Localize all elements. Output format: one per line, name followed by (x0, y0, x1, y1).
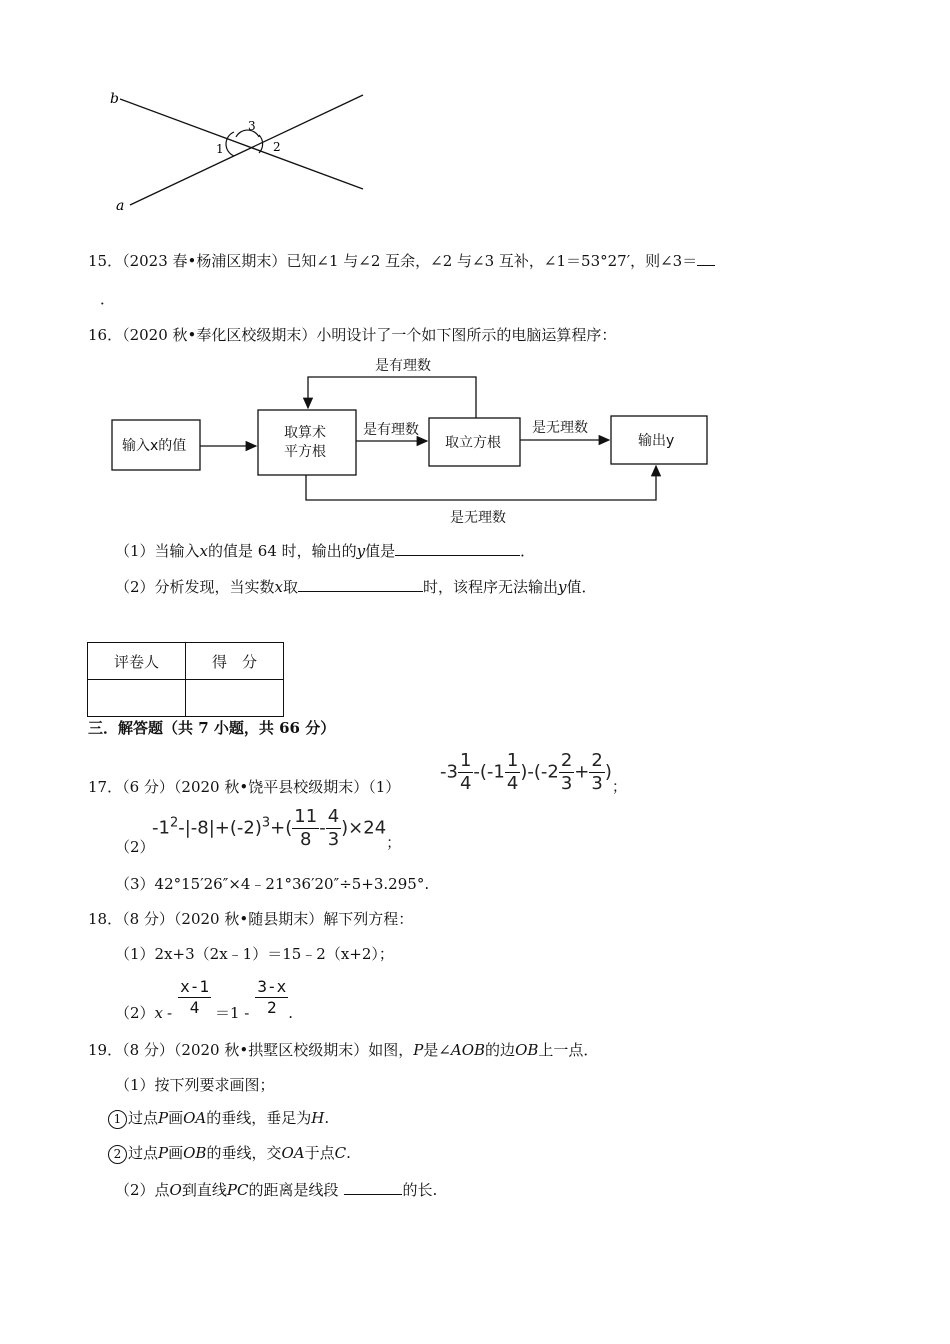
q19-step1-H: H (311, 1109, 325, 1127)
q16-sub1 (115, 540, 535, 561)
q19-step2-c: 的垂线，交 (206, 1144, 282, 1162)
q19-step2 (108, 1142, 351, 1164)
frac-d-den: 3 (591, 773, 603, 794)
q18-number: 18． (88, 910, 123, 928)
q19-step1 (108, 1107, 329, 1129)
label-b: b (110, 91, 119, 107)
sqrt-box-label-2: 平方根 (284, 444, 326, 460)
frac-4-3-den: 3 (327, 829, 340, 850)
q19-source: （2020 秋•拱墅区校级期末） (173, 1041, 369, 1059)
q16-sub1-y: y (356, 542, 366, 560)
expr2-exp1: 2 (169, 815, 179, 831)
q15-answer-blank[interactable] (697, 250, 715, 266)
expr-d-post: ) (604, 761, 612, 783)
line-a (130, 95, 363, 205)
q19-sub1: （1）按下列要求画图； (115, 1076, 275, 1094)
q16-sub2-text-b: 取 (283, 578, 299, 596)
q16-sub2-answer-blank[interactable] (298, 576, 423, 592)
expr2-mid: -|-8|+(-2) (178, 817, 262, 839)
expr-a-whole: -3 (440, 761, 458, 783)
q19-sub2-answer-blank[interactable] (344, 1179, 402, 1195)
q19-OB: OB (515, 1041, 539, 1059)
q17-source: （2020 秋•饶平县校级期末） (173, 778, 369, 796)
q16-sub2-text-c: 时，该程序无法输出 (423, 578, 559, 596)
q17-line (88, 776, 400, 797)
q16-sub2-text-a: （2）分析发现，当实数 (115, 578, 275, 596)
q17-part3: （3）42°15′26″×4﹣21°36′20″÷5+3.295°. (115, 875, 430, 893)
q19-points: （8 分） (122, 1041, 174, 1059)
frac-4-3 (326, 808, 341, 849)
q18-end: . (288, 1003, 294, 1022)
frac-c-den: 3 (560, 773, 573, 794)
q19-text-a: 如图， (368, 1041, 414, 1059)
q18-frac-2-den: 2 (267, 998, 277, 1017)
q19-sub2-end: 的长. (402, 1181, 438, 1199)
q16-sub1-x: x (199, 542, 209, 560)
q17-part2-expression (152, 808, 401, 853)
angle-figure (100, 85, 380, 220)
label-angle-1: 1 (216, 142, 224, 156)
q16-sub2-y: y (558, 578, 567, 596)
q16-sub1-text-c: 值是 (365, 542, 396, 560)
q19-sub2-c: 的距离是线段 (248, 1181, 339, 1199)
q18-eq: ＝1 - (215, 1004, 250, 1022)
q15-source: （2023 春•杨浦区期末） (122, 252, 287, 270)
expr2-open: +( (270, 817, 293, 839)
expr-b-post: ) (520, 761, 528, 783)
q16-text: 小明设计了一个如下图所示的电脑运算程序： (316, 326, 617, 344)
q18-frac-2-num: 3-x (257, 977, 287, 996)
q19-text-d: 上一点． (538, 1041, 599, 1059)
q18-text: 解下列方程： (323, 910, 414, 928)
q18-points: （8 分） (122, 910, 174, 928)
expr-part1-end: ； (611, 777, 627, 796)
score-table (87, 642, 284, 717)
q15-text: 已知∠1 与∠2 互余，∠2 与∠3 互补，∠1＝53°27′，则∠3＝ (286, 252, 698, 270)
expr2-lead: -1 (152, 817, 170, 839)
frac-c (559, 752, 574, 793)
q19-P: P (413, 1041, 424, 1059)
q17-part2-label: （2） (115, 838, 155, 856)
frac-c-num: 2 (560, 750, 573, 771)
q19-line (88, 1039, 598, 1060)
q15-line (88, 250, 715, 271)
q19-step2-end: . (346, 1144, 351, 1162)
label-rational-top: 是有理数 (375, 358, 431, 374)
label-irrational-mid: 是无理数 (532, 420, 588, 436)
score-header: 得 分 (186, 643, 284, 680)
q19-step1-c: 的垂线，垂足为 (206, 1109, 312, 1127)
q16-sub2 (115, 576, 597, 597)
reviewer-cell[interactable] (88, 680, 186, 717)
q19-step2-P: P (158, 1144, 169, 1162)
q16-sub2-x: x (274, 578, 284, 596)
q19-sub2-O: O (169, 1181, 182, 1199)
q18-frac-1-den: 4 (189, 998, 200, 1017)
angle-arc-1 (226, 132, 234, 156)
q19-step2-OA: OA (281, 1144, 305, 1162)
q15-number: 15． (88, 252, 123, 270)
q18-part2-label: （2） (115, 1004, 155, 1022)
frac-d-num: 2 (591, 750, 603, 771)
expr2-end: ； (386, 833, 402, 852)
q18-part2-minus: - (167, 1003, 173, 1022)
frac-a (458, 752, 473, 793)
output-box-label: 输出y (638, 433, 675, 449)
label-rational-mid: 是有理数 (363, 422, 419, 438)
q19-step1-end: . (324, 1109, 330, 1127)
q19-step1-b: 画 (168, 1109, 184, 1127)
q18-part1: （1）2x+3（2x﹣1）＝15﹣2（x+2）； (115, 945, 394, 963)
q16-sub1-text-a: （1）当输入 (115, 542, 200, 560)
q19-sub2 (115, 1179, 437, 1200)
circled-number-1: 1 (108, 1110, 127, 1129)
frac-a-den: 4 (459, 773, 472, 794)
q18-line (88, 908, 413, 929)
sqrt-box-label-1: 取算术 (284, 425, 326, 441)
frac-b-num: 1 (506, 750, 519, 771)
label-a: a (116, 198, 125, 214)
q19-sub2-PC: PC (226, 1181, 249, 1199)
q19-text-b: 是∠ (423, 1041, 451, 1059)
frac-d (589, 752, 604, 793)
q19-number: 19． (88, 1041, 123, 1059)
q17-points: （6 分） (122, 778, 174, 796)
sqrt-box (258, 410, 356, 475)
q19-step2-a: 过点 (128, 1144, 159, 1162)
q19-step2-b: 画 (168, 1144, 184, 1162)
expr2-exp2: 3 (261, 815, 271, 831)
expr-d-pre: + (574, 761, 590, 783)
frac-b (505, 752, 520, 793)
label-irrational-bottom: 是无理数 (450, 510, 506, 526)
input-box-label: 输入x的值 (122, 438, 187, 454)
q18-frac-1-num: x-1 (180, 977, 209, 996)
label-angle-3: 3 (248, 119, 256, 133)
section3-title: 三．解答题（共 7 小题，共 66 分） (88, 719, 336, 737)
q19-step2-OB: OB (183, 1144, 207, 1162)
score-cell[interactable] (186, 680, 284, 717)
q19-AOB: AOB (450, 1041, 486, 1059)
q18-frac-1 (178, 979, 211, 1016)
q16-number: 16． (88, 326, 123, 344)
reviewer-header: 评卷人 (88, 643, 186, 680)
expr-c-pre: -(-2 (527, 761, 559, 783)
q19-text-c: 的边 (485, 1041, 516, 1059)
q16-line (88, 324, 616, 345)
q16-sub1-text-b: 的值是 64 时，输出的 (208, 542, 357, 560)
q16-sub2-end: 值． (566, 578, 597, 596)
q17-part1-expression (440, 752, 627, 797)
frac-4-3-num: 4 (327, 806, 340, 827)
frac-b-den: 4 (506, 773, 519, 794)
cbrt-box-label: 取立方根 (445, 435, 501, 451)
arrow-irrational-bypass (306, 466, 656, 500)
q17-number: 17． (88, 778, 123, 796)
frac-11-8 (292, 808, 319, 849)
q18-frac-2 (255, 979, 288, 1016)
q19-step2-d: 于点 (304, 1144, 335, 1162)
frac-a-num: 1 (459, 750, 472, 771)
q16-sub1-end: ． (520, 542, 536, 560)
frac-11-8-num: 11 (294, 806, 318, 827)
q16-source: （2020 秋•奉化区校级期末） (122, 326, 317, 344)
q18-source: （2020 秋•随县期末） (173, 910, 324, 928)
q18-part2-x: x (154, 1003, 164, 1022)
frac-11-8-den: 8 (300, 829, 312, 850)
q19-step2-C: C (334, 1144, 347, 1162)
expr-b-pre: -(-1 (473, 761, 505, 783)
q16-sub1-answer-blank[interactable] (395, 540, 520, 556)
q19-sub2-b: 到直线 (181, 1181, 227, 1199)
q17-part1-label: （1） (368, 778, 401, 796)
expr2-close: )×24 (341, 817, 387, 839)
label-angle-2: 2 (273, 140, 281, 154)
q18-part2 (115, 972, 293, 1023)
expr2-minus: - (319, 817, 326, 839)
q15-end: ． (100, 290, 116, 308)
q19-step1-OA: OA (183, 1109, 207, 1127)
q19-step1-a: 过点 (128, 1109, 159, 1127)
flowchart (100, 350, 720, 530)
q19-sub2-a: （2）点 (115, 1181, 170, 1199)
q19-step1-P: P (158, 1109, 169, 1127)
circled-number-2: 2 (108, 1145, 127, 1164)
